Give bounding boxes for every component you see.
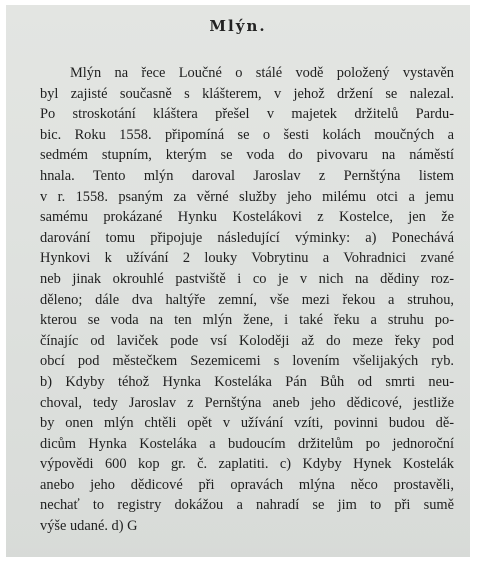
text-line: Hynkovi k užívání 2 louky Vobrytinu a Vohradnici zvané [40,250,454,267]
text-line: Po stroskotání kláštera přešel v majetek držitelů Pardu- [40,106,454,123]
text-line: Mlýn na řece Loučné o stálé vodě položený vystavěn [70,65,454,81]
text-line: samému prokázané Hynku Kostelákovi z Kostelce, jen že [40,209,454,226]
text-line: by onen mlýn chtěli opět v užívání vzíti, povinni budou dě- [40,415,454,432]
page-body [40,63,454,537]
text-line: b) Kdyby téhož Hynka Kosteláka Pán Bůh od smrti neu- [40,373,454,390]
text-line: byl zajisté současně s klášterem, v jehož držení se nalezal. [40,85,454,102]
text-line: čínajíc od laviček pode vsí Koloději až do meze řeky pod [40,332,454,349]
text-line: hnala. Tento mlýn daroval Jaroslav z Pernštýna listem [40,167,454,184]
text-line: bic. Roku 1558. připomíná se o šesti kolách moučných a [40,126,454,143]
text-line: choval, tedy Jaroslav z Pernštýna aneb jeho dědicové, jestliže [40,394,454,411]
page-title: Mlýn. [209,17,267,35]
page-bottom-fade [6,541,470,557]
text-line: obcí pod městečkem Sezemicemi s lovením všelijakých ryb. [40,353,454,370]
text-line: nechať to registry dokážou a nahradí se jim to při sumě [40,497,454,514]
text-line: neb jinak okrouhlé pastviště i co je v nich na dědiny roz- [40,270,454,287]
text-line: sedmém stupním, kterým se voda do pivovaru na náměstí [40,147,454,164]
text-line: kterou se voda na ten mlýn žene, i také řeku a struhu po- [40,312,454,329]
text-line: výpovědi 600 kop gr. č. zaplatiti. c) Kdyby Hynek Kostelák [40,456,454,473]
text-line: darování tomu připojuje následující výminky: a) Ponechává [40,229,454,246]
text-line: děleno; dále dva haltýře zemní, vše mezi řekou a struhou, [40,291,454,308]
text-line: dicům Hynka Kosteláka a budoucím držitelům po jednoroční [40,435,454,452]
book-page [6,5,470,557]
text-line: výše udané. d) G [40,518,138,535]
text-line: v r. 1558. psaným za věrné služby jeho milému otci a jemu [40,188,454,205]
text-line: anebo jeho dědicové při opravách mlýna něco prostavěli, [40,476,454,493]
